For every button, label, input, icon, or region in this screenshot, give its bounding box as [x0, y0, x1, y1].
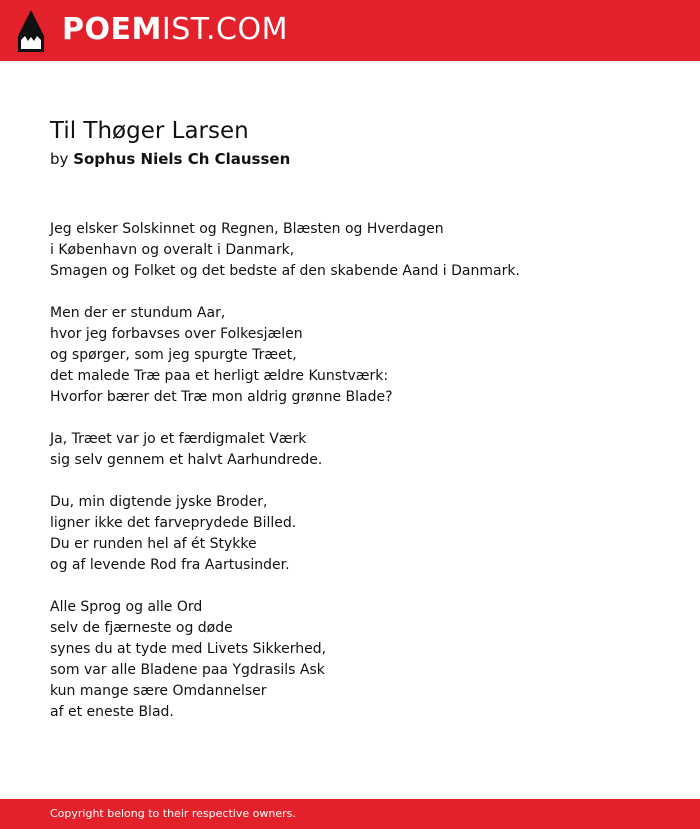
stanza	[50, 597, 670, 723]
site-footer	[0, 799, 700, 829]
poem-line: Smagen og Folket og det bedste af den skabende Aand i Danmark.	[50, 263, 520, 279]
stanza	[50, 219, 670, 282]
poem-line: kun mange sære Omdannelser	[50, 683, 267, 699]
poem-line: det malede Træ paa et herligt ældre Kunstværk:	[50, 368, 389, 384]
poem-line: og spørger, som jeg spurgte Træet,	[50, 347, 297, 363]
site-header	[0, 0, 700, 61]
stanza	[50, 429, 670, 471]
poem-line: hvor jeg forbavses over Folkesjælen	[50, 326, 303, 342]
poem-line: i København og overalt i Danmark,	[50, 242, 295, 258]
poem-line: Du, min digtende jyske Broder,	[50, 494, 268, 510]
by-label: by	[50, 150, 69, 168]
poem-line: og af levende Rod fra Aartusinder.	[50, 557, 290, 573]
poem-line: af et eneste Blad.	[50, 704, 174, 720]
poem-line: selv de fjærneste og døde	[50, 620, 233, 636]
poem-title: Til Thøger Larsen	[50, 118, 249, 144]
author-name: Sophus Niels Ch Claussen	[73, 150, 291, 168]
stanza	[50, 303, 670, 408]
poem-line: Hvorfor bærer det Træ mon aldrig grønne Blade?	[50, 389, 393, 405]
logo-bold-text: POEM	[62, 12, 162, 47]
poem-line: Jeg elsker Solskinnet og Regnen, Blæsten og Hverdagen	[50, 221, 444, 237]
poem-line: som var alle Bladene paa Ygdrasils Ask	[50, 662, 325, 678]
stanza	[50, 492, 670, 576]
poem-line: Ja, Træet var jo et færdigmalet Værk	[50, 431, 307, 447]
poem-line: Alle Sprog og alle Ord	[50, 599, 203, 615]
poem-line: Du er runden hel af ét Stykke	[50, 536, 257, 552]
poem-line: ligner ikke det farveprydede Billed.	[50, 515, 297, 531]
poem-line: synes du at tyde med Livets Sikkerhed,	[50, 641, 327, 657]
poem-body	[50, 219, 670, 744]
poem-line: Men der er stundum Aar,	[50, 305, 226, 321]
logo-light-text: IST.COM	[161, 12, 288, 47]
pencil-logo-icon[interactable]	[18, 10, 44, 52]
copyright-text: Copyright belong to their respective owners.	[50, 807, 296, 820]
poem-line: sig selv gennem et halvt Aarhundrede.	[50, 452, 323, 468]
site-logo[interactable]	[62, 12, 288, 48]
byline	[50, 149, 290, 169]
